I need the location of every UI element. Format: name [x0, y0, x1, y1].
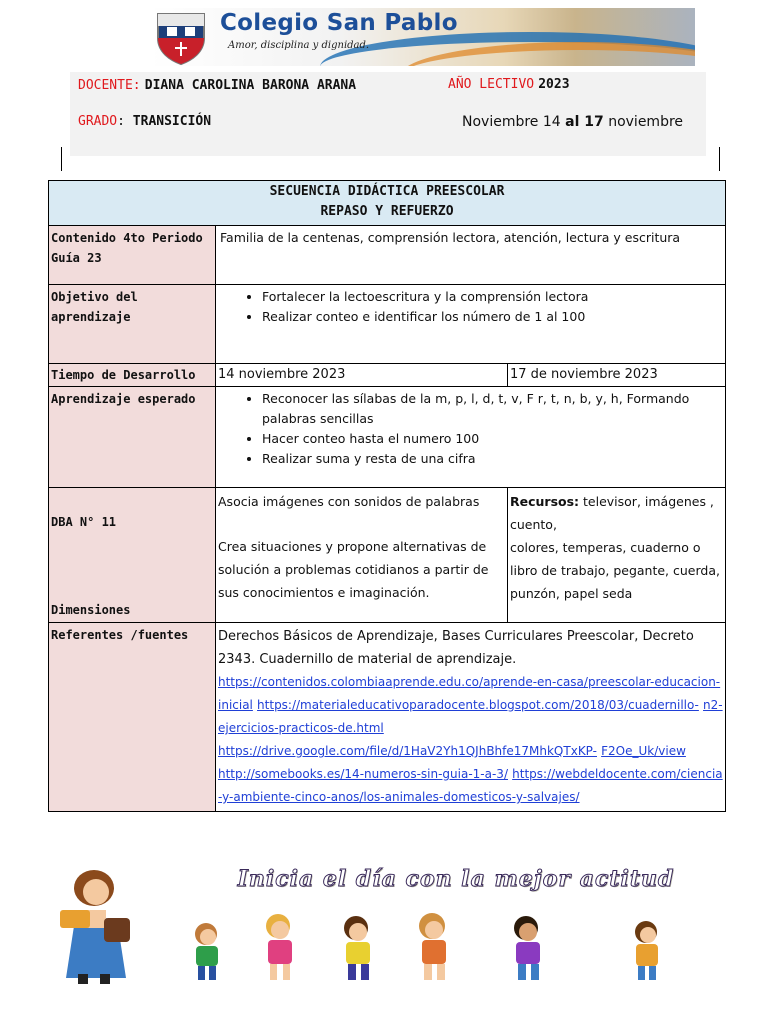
- recursos-text-1: televisor, imágenes , cuento,: [510, 494, 714, 532]
- school-crest-icon: [152, 8, 210, 66]
- contenido-label-line-2: Guía 23: [51, 251, 102, 265]
- child-icon-2: [266, 914, 292, 980]
- school-motto: Amor, disciplina y dignidad.: [228, 40, 370, 51]
- list-item: • Hacer conteo hasta el numero 100: [262, 429, 723, 449]
- link-webdeldocente[interactable]: https://webdeldocente.com/ciencia-y-ambiente-cinco-anos/los-animales-domesticos-y-salvajes/: [218, 767, 723, 804]
- list-item: • Realizar conteo e identificar los número de 1 al 100: [262, 307, 723, 327]
- child-icon-3: [344, 916, 370, 980]
- list-item: • Fortalecer la lectoescritura y la comprensión lectora: [262, 287, 723, 307]
- anio-label: AÑO LECTIVO: [448, 77, 535, 92]
- child-icon-1: [195, 923, 218, 980]
- grado-label: GRADO: [78, 114, 118, 129]
- link-materialeducativo[interactable]: https://materialeducativoparadocente.blogspot.com/2018/03/cuadernillo-: [257, 698, 699, 712]
- contenido-label-line-1: Contenido 4to Periodo: [51, 231, 203, 245]
- link-google-drive[interactable]: https://drive.google.com/file/d/1HaV2Yh1QJhBhfe17MhkQTxKP-: [218, 744, 597, 758]
- dates-month: noviembre: [608, 114, 684, 130]
- objetivo-label: Objetivo del aprendizaje: [49, 285, 216, 364]
- link-google-drive-cont[interactable]: F2Oe_Uk/view: [601, 744, 686, 758]
- objetivo-list-cell: [216, 285, 726, 364]
- aprendizaje-label: Aprendizaje esperado: [49, 387, 216, 488]
- recursos-label: Recursos:: [510, 494, 580, 509]
- referentes-label: Referentes /fuentes: [49, 623, 216, 812]
- aprendizaje-list: [218, 389, 723, 469]
- dba-text-cell: [216, 488, 508, 623]
- dates-range: [462, 114, 683, 130]
- child-icon-6: [635, 921, 658, 980]
- table-row-contenido: [49, 226, 726, 285]
- right-margin-mark: [719, 147, 720, 171]
- table-title: [49, 181, 726, 226]
- link-materialeducativo-cont[interactable]: n2-ejercicios-practicos-de.html: [218, 698, 723, 735]
- docente-label: DOCENTE:: [78, 78, 141, 93]
- dimensiones-label: Dimensiones: [51, 603, 131, 617]
- dates-al: al 17: [565, 114, 604, 130]
- left-margin-mark: [61, 147, 62, 171]
- dates-start: Noviembre 14: [462, 114, 561, 130]
- aprendizaje-list-cell: [216, 387, 726, 488]
- tiempo-label: Tiempo de Desarrollo: [49, 364, 216, 387]
- contenido-label: [49, 226, 216, 285]
- docente-row: [78, 78, 356, 93]
- link-somebooks[interactable]: http://somebooks.es/14-numeros-sin-guia-1-a-3/: [218, 767, 508, 781]
- table-row-aprendizaje: [49, 387, 726, 488]
- dba-label: DBA N° 11: [51, 515, 117, 529]
- secuencia-table: [48, 180, 726, 812]
- child-icon-5: [514, 916, 540, 980]
- anio-row: [448, 77, 570, 92]
- slogan-text: Inicia el día con la mejor actitud: [237, 866, 675, 892]
- grado-row: GRADO: TRANSICIÓN: [78, 114, 212, 129]
- contenido-value: Familia de la centenas, comprensión lectora, atención, lectura y escritura: [216, 226, 726, 285]
- table-row-referentes: [49, 623, 726, 812]
- table-title-line-2: REPASO Y REFUERZO: [320, 204, 454, 219]
- teacher-icon: [60, 870, 130, 984]
- table-title-line-1: SECUENCIA DIDÁCTICA PREESCOLAR: [269, 184, 505, 199]
- table-title-row: [49, 181, 726, 226]
- referentes-cell: [216, 623, 726, 812]
- school-name: Colegio San Pablo: [220, 10, 458, 36]
- recursos-line-1: [510, 490, 723, 536]
- list-item: • Reconocer las sílabas de la m, p, l, d, t, v, F r, t, n, b, y, h, Formando palabras sencillas: [262, 389, 723, 429]
- recursos-cell: [508, 488, 726, 623]
- dba-text-1: Asocia imágenes con sonidos de palabras: [218, 494, 480, 509]
- dba-text-2: Crea situaciones y propone alternativas de solución a problemas cotidianos a partir de sus conocimientos e imaginación.: [218, 539, 489, 600]
- table-row-dba: [49, 488, 726, 623]
- grado-value: TRANSICIÓN: [132, 114, 212, 129]
- bottom-illustration: [56, 866, 698, 984]
- header-info-box: [70, 72, 706, 156]
- list-item: • Realizar suma y resta de una cifra: [262, 449, 723, 469]
- tiempo-start: 14 noviembre 2023: [216, 364, 508, 387]
- anio-value: 2023: [538, 77, 570, 92]
- objetivo-list: [218, 287, 723, 327]
- docente-value: DIANA CAROLINA BARONA ARANA: [144, 78, 357, 93]
- referentes-text: Derechos Básicos de Aprendizaje, Bases Curriculares Preescolar, Decreto 2343. Cuadernillo de material de aprendizaje.: [218, 629, 694, 667]
- tiempo-end: 17 de noviembre 2023: [508, 364, 726, 387]
- dba-label-cell: [49, 488, 216, 623]
- table-row-tiempo: [49, 364, 726, 387]
- child-icon-4: [419, 913, 446, 980]
- link-colombiaaprende[interactable]: https://contenidos.colombiaaprende.edu.co/aprende-en-casa/preescolar-educacion-inicial: [218, 675, 721, 712]
- recursos-text-2: colores, temperas, cuaderno o libro de trabajo, pegante, cuerda, punzón, papel seda: [510, 540, 720, 601]
- table-row-objetivo: [49, 285, 726, 364]
- school-banner: [150, 8, 695, 66]
